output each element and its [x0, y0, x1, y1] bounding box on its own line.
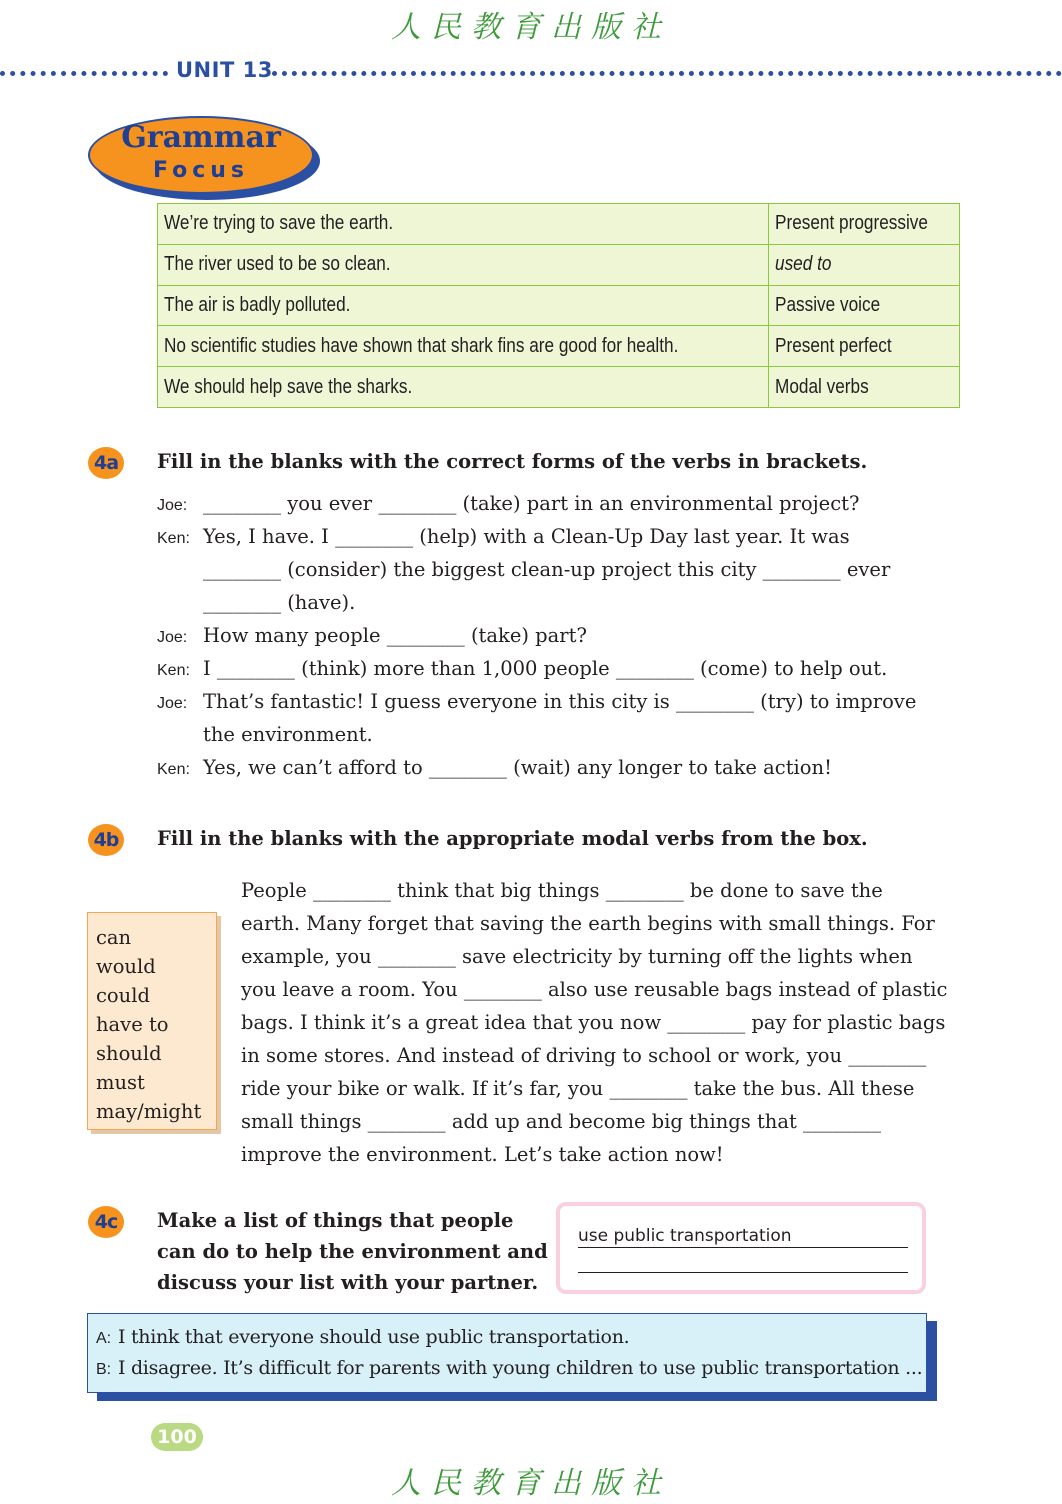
dialogue-text: the environment. [203, 723, 373, 746]
dialogue-text: That’s fantastic! I guess everyone in this city is ________ (try) to improve [203, 690, 917, 713]
box-word: would [96, 955, 156, 978]
box-word: have to [96, 1013, 169, 1036]
speaker-label: Ken: [157, 530, 190, 547]
example-text: I disagree. It’s difficult for parents with young children to use public transportation ... [118, 1357, 923, 1379]
instruction-line: discuss your list with your partner. [157, 1271, 539, 1294]
table-cell-sentence: No scientific studies have shown that shark fins are good for health. [158, 326, 769, 367]
table-row [158, 367, 960, 408]
instruction-line: can do to help the environment and [157, 1240, 548, 1263]
dialogue-text: ________ (have). [203, 591, 356, 614]
unit-header [0, 58, 1062, 86]
paragraph-line: earth. Many forget that saving the earth begins with small things. For [241, 912, 935, 935]
table-cell-sentence: We’re trying to save the earth. [158, 204, 769, 245]
list-item-example: use public transportation [578, 1224, 908, 1248]
paragraph-line: small things ________ add up and become big things that ________ [241, 1110, 882, 1133]
table-row [158, 326, 960, 367]
unit-label: UNIT 13 [176, 58, 273, 82]
dialogue-text: I ________ (think) more than 1,000 people ________ (come) to help out. [203, 657, 888, 680]
dialogue-text: ________ (consider) the biggest clean-up project this city ________ ever [203, 558, 891, 581]
dialogue-text: Yes, I have. I ________ (help) with a Clean-Up Day last year. It was [203, 525, 850, 548]
speaker-label: A: [96, 1330, 112, 1347]
paragraph-line: ride your bike or walk. If it’s far, you ________ take the bus. All these [241, 1077, 915, 1100]
box-word: could [96, 984, 150, 1007]
table-cell-label: Passive voice [769, 285, 960, 326]
table-row [158, 204, 960, 245]
dialogue-text: How many people ________ (take) part? [203, 624, 587, 647]
table-cell-sentence: The river used to be so clean. [158, 244, 769, 285]
dotted-rule-left [0, 71, 168, 76]
table-cell-sentence: The air is badly polluted. [158, 285, 769, 326]
section-tag-4a: 4a [88, 447, 124, 479]
dotted-rule-right [272, 71, 1062, 76]
speaker-label: B: [96, 1361, 112, 1378]
section-tag-4b: 4b [88, 824, 124, 856]
speaker-label: Joe: [157, 629, 188, 646]
box-word: should [96, 1042, 162, 1065]
speaker-label: Joe: [157, 695, 188, 712]
dialogue-text: Yes, we can’t afford to ________ (wait) any longer to take action! [203, 756, 832, 779]
instruction-4b: Fill in the blanks with the appropriate modal verbs from the box. [157, 827, 868, 850]
dialogue-text: ________ you ever ________ (take) part in an environmental project? [203, 492, 860, 515]
paragraph-line: People ________ think that big things ________ be done to save the [241, 879, 883, 902]
instruction-4c [157, 1205, 548, 1298]
paragraph-4b [241, 874, 948, 1171]
table-row [158, 244, 960, 285]
table-row [158, 285, 960, 326]
paragraph-line: in some stores. And instead of driving to school or work, you ________ [241, 1044, 927, 1067]
modal-verbs-box [87, 912, 217, 1130]
table-cell-label: Modal verbs [769, 367, 960, 408]
grammar-focus-title: Grammar [121, 120, 281, 155]
speaker-label: Ken: [157, 662, 190, 679]
section-tag-4c: 4c [88, 1206, 124, 1238]
publisher-logo-top: 人民教育出版社 [391, 10, 671, 45]
page-number: 100 [151, 1423, 203, 1451]
box-word: can [96, 926, 132, 949]
example-dialogue-box [87, 1313, 927, 1393]
speaker-label: Ken: [157, 761, 190, 778]
example-text: I think that everyone should use public transportation. [118, 1326, 630, 1348]
grammar-focus-subtitle: Focus [152, 158, 250, 183]
instruction-4a: Fill in the blanks with the correct forms of the verbs in brackets. [157, 450, 868, 473]
table-cell-label: used to [769, 244, 960, 285]
table-cell-label: Present progressive [769, 204, 960, 245]
paragraph-line: example, you ________ save electricity by turning off the lights when [241, 945, 913, 968]
box-word: must [96, 1071, 145, 1094]
grammar-focus-table [157, 203, 960, 408]
paragraph-line: improve the environment. Let’s take action now! [241, 1143, 724, 1166]
list-blank-line [578, 1272, 908, 1273]
paragraph-line: you leave a room. You ________ also use reusable bags instead of plastic [241, 978, 948, 1001]
grammar-focus-badge [88, 116, 320, 200]
list-box [556, 1202, 926, 1294]
publisher-logo-bottom: 人民教育出版社 [391, 1466, 671, 1501]
box-word: may/might [96, 1100, 202, 1123]
table-cell-label: Present perfect [769, 326, 960, 367]
paragraph-line: bags. I think it’s a great idea that you now ________ pay for plastic bags [241, 1011, 946, 1034]
instruction-line: Make a list of things that people [157, 1209, 514, 1232]
speaker-label: Joe: [157, 497, 188, 514]
table-cell-sentence: We should help save the sharks. [158, 367, 769, 408]
